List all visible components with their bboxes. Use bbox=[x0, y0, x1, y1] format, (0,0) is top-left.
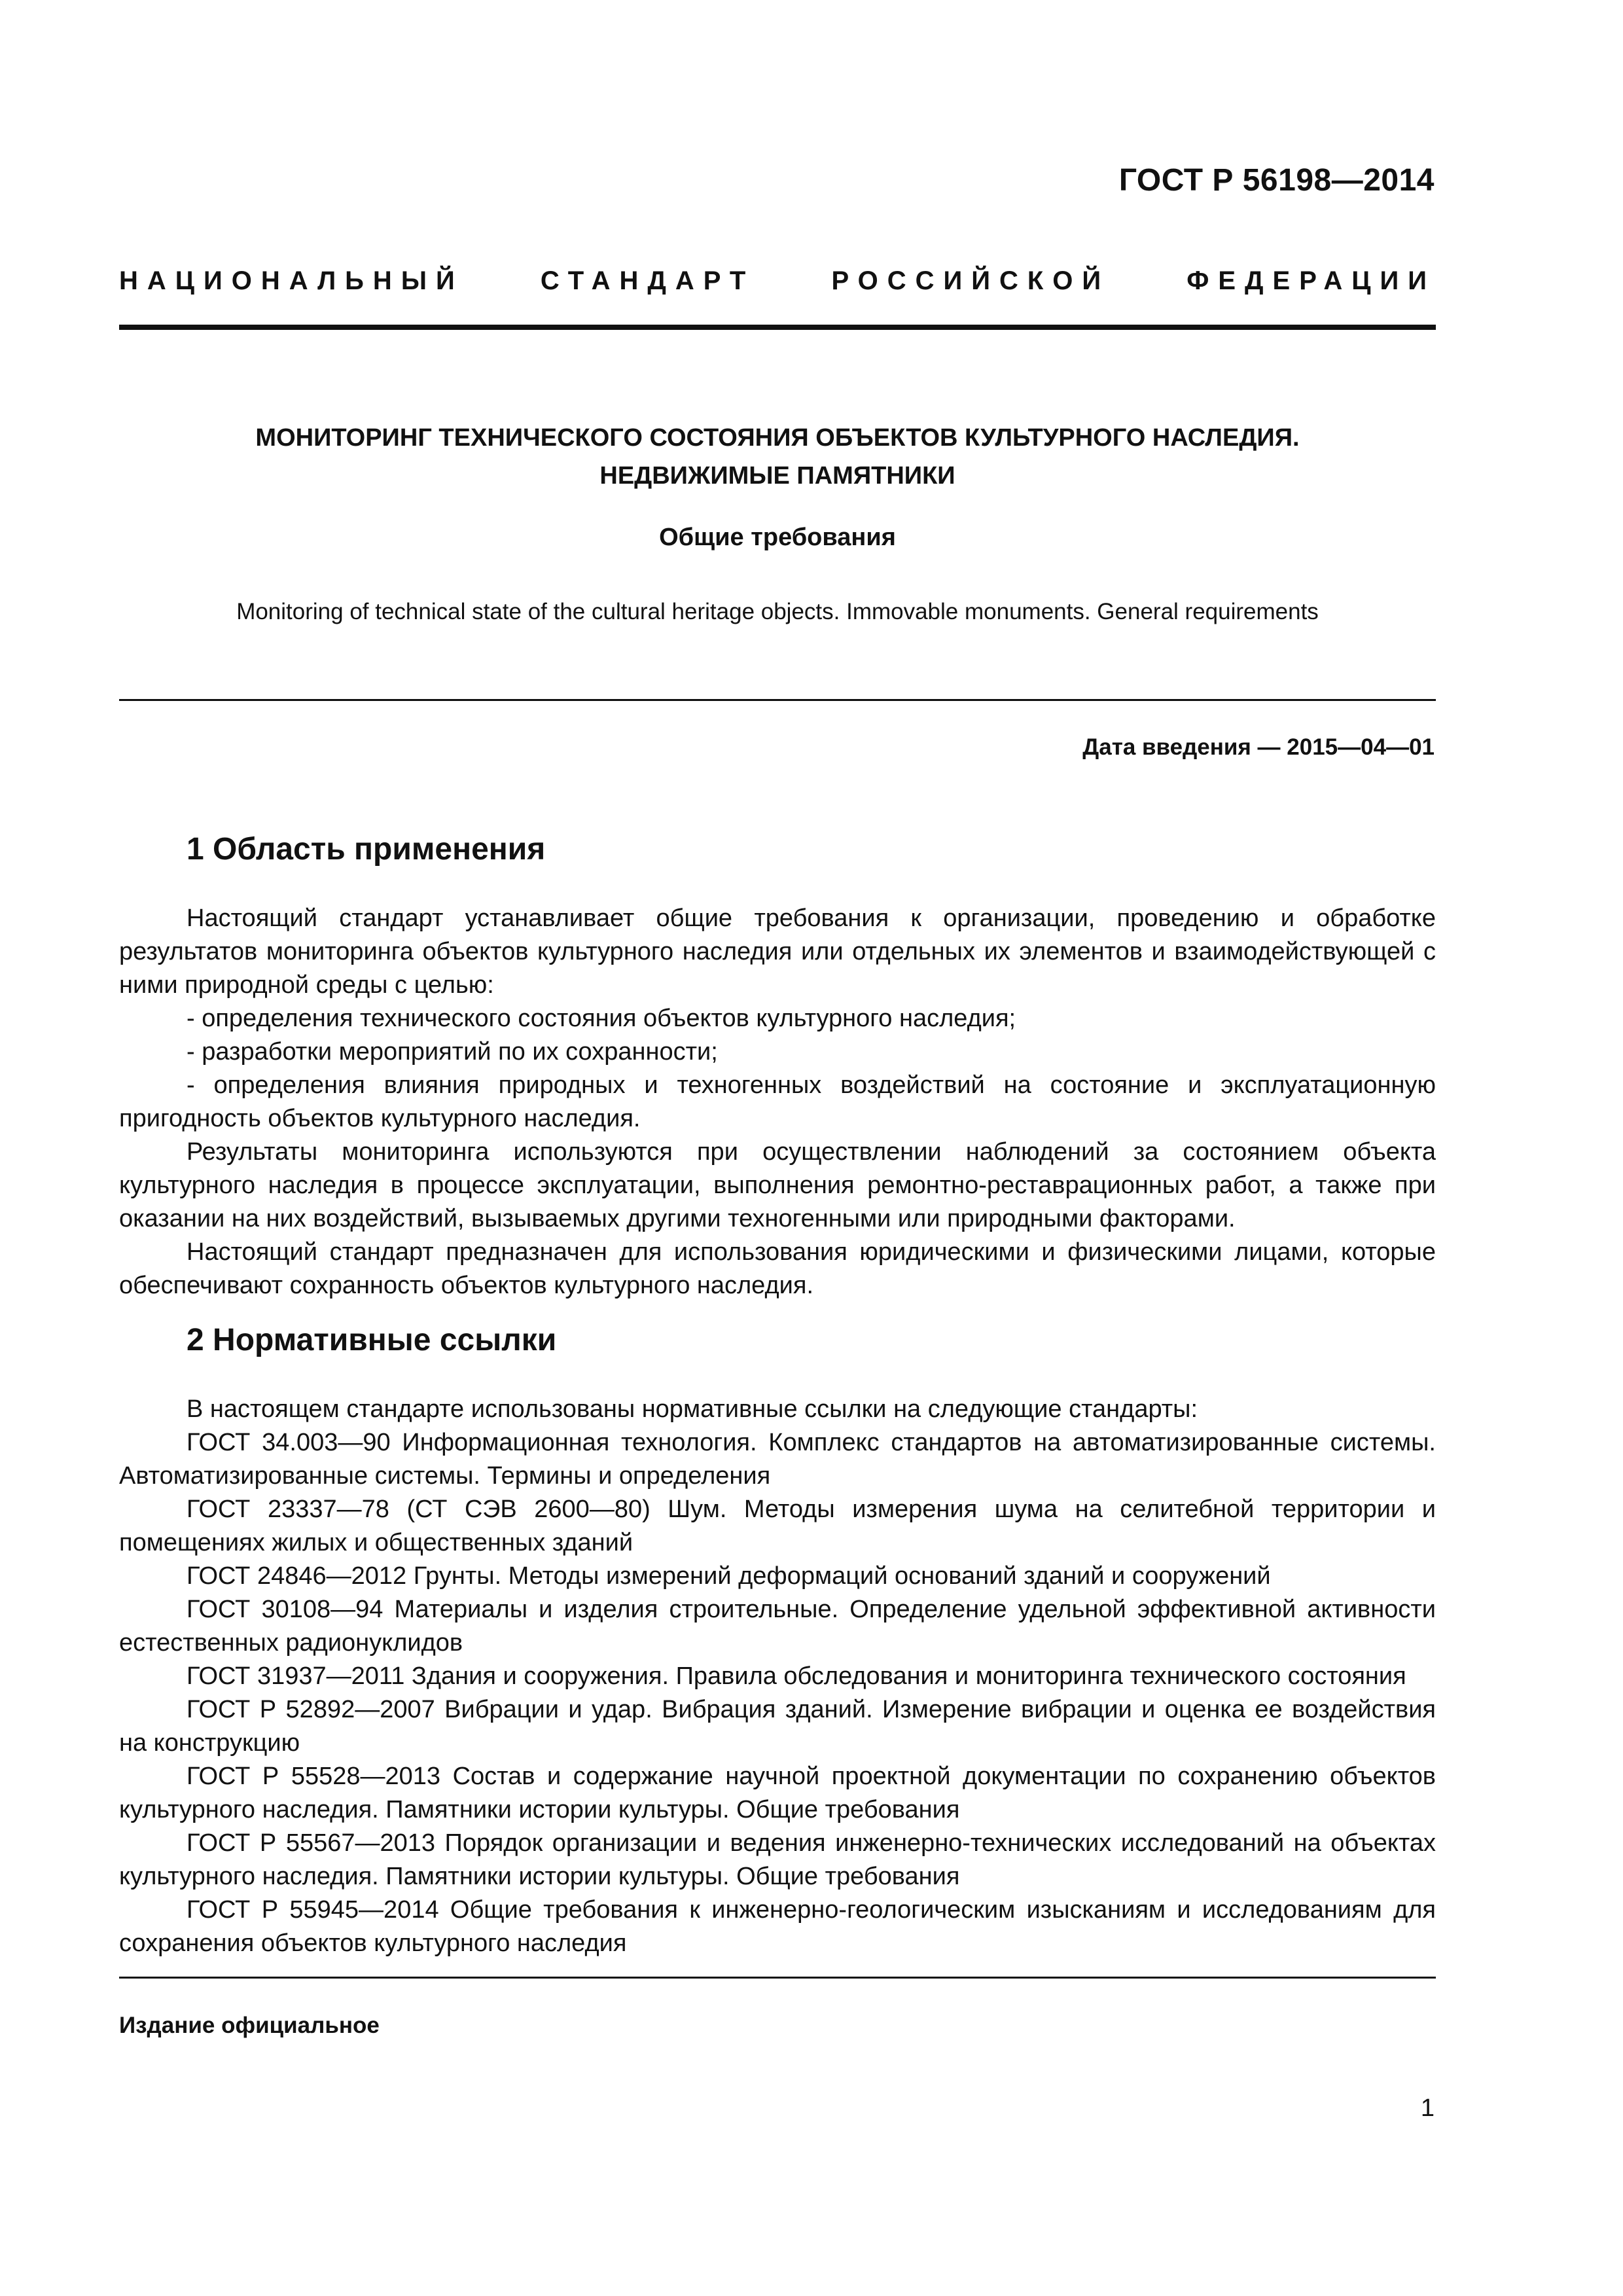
reference-item: ГОСТ 24846—2012 Грунты. Методы измерений деформаций оснований зданий и сооружений bbox=[187, 1562, 1271, 1590]
publication-note: Издание официальное bbox=[119, 2013, 380, 2038]
section-2-body bbox=[119, 1393, 1436, 1960]
footer-rule bbox=[119, 1977, 1436, 1979]
paragraph: Настоящий стандарт устанавливает общие требования к организации, проведению и обработке результатов мониторинга объектов культурного наследия или отдельных их элементов и взаимодействующей с ними природной среды с целью: bbox=[119, 905, 1436, 999]
banner-word: ФЕДЕРАЦИИ bbox=[1186, 266, 1436, 295]
reference-item: ГОСТ 31937—2011 Здания и сооружения. Правила обследования и мониторинга технического состояния bbox=[187, 1662, 1406, 1690]
document-subtitle: Общие требования bbox=[659, 524, 896, 551]
paragraph: Результаты мониторинга используются при осуществлении наблюдений за состоянием объекта культурного наследия в процессе эксплуатации, выполнения ремонтно-реставрационных работ, а также при оказании на них воздействий, вызываемых другими техногенными или природными факторами. bbox=[119, 1138, 1436, 1232]
header-rule bbox=[119, 325, 1436, 330]
paragraph: В настоящем стандарте использованы нормативные ссылки на следующие стандарты: bbox=[187, 1395, 1198, 1423]
reference-item: ГОСТ Р 55945—2014 Общие требования к инженерно-геологическим изысканиям и исследованиям для сохранения объектов культурного наследия bbox=[119, 1896, 1436, 1957]
section-1-body bbox=[119, 902, 1436, 1302]
list-item: - определения влияния природных и техногенных воздействий на состояние и эксплуатационную пригодность объектов культурного наследия. bbox=[119, 1071, 1436, 1132]
banner-word: СТАНДАРТ bbox=[540, 266, 755, 295]
title-line: НЕДВИЖИМЫЕ ПАМЯТНИКИ bbox=[599, 462, 955, 490]
english-title: Monitoring of technical state of the cultural heritage objects. Immovable monuments. General requirements bbox=[236, 599, 1319, 624]
document-title bbox=[119, 419, 1436, 495]
reference-item: ГОСТ Р 55567—2013 Порядок организации и ведения инженерно-технических исследований на объектах культурного наследия. Памятники истории культуры. Общие требования bbox=[119, 1829, 1436, 1890]
reference-item: ГОСТ 23337—78 (СТ СЭВ 2600—80) Шум. Методы измерения шума на селитебной территории и помещениях жилых и общественных зданий bbox=[119, 1496, 1436, 1556]
reference-item: ГОСТ 30108—94 Материалы и изделия строительные. Определение удельной эффективной активности естественных радионуклидов bbox=[119, 1596, 1436, 1657]
title-line: МОНИТОРИНГ ТЕХНИЧЕСКОГО СОСТОЯНИЯ ОБЪЕКТОВ КУЛЬТУРНОГО НАСЛЕДИЯ. bbox=[255, 424, 1300, 452]
paragraph: Настоящий стандарт предназначен для использования юридическими и физическими лицами, которые обеспечивают сохранность объектов культурного наследия. bbox=[119, 1238, 1436, 1299]
reference-item: ГОСТ 34.003—90 Информационная технология. Комплекс стандартов на автоматизированные системы. Автоматизированные системы. Термины и определения bbox=[119, 1429, 1436, 1490]
page-number: 1 bbox=[1420, 2094, 1435, 2122]
list-item: - разработки мероприятий по их сохранности; bbox=[187, 1038, 718, 1066]
banner-word: НАЦИОНАЛЬНЫЙ bbox=[119, 266, 464, 295]
introduction-date: Дата введения — 2015—04—01 bbox=[1082, 734, 1435, 760]
national-standard-banner bbox=[119, 266, 1436, 296]
banner-word: РОССИЙСКОЙ bbox=[831, 266, 1111, 295]
section-heading: 1 Область применения bbox=[187, 832, 546, 867]
document-number: ГОСТ Р 56198—2014 bbox=[1118, 163, 1435, 198]
title-rule bbox=[119, 699, 1436, 701]
list-item: - определения технического состояния объектов культурного наследия; bbox=[187, 1005, 1016, 1032]
reference-item: ГОСТ Р 55528—2013 Состав и содержание научной проектной документации по сохранению объектов культурного наследия. Памятники истории культуры. Общие требования bbox=[119, 1763, 1436, 1823]
section-heading: 2 Нормативные ссылки bbox=[187, 1323, 557, 1357]
reference-item: ГОСТ Р 52892—2007 Вибрации и удар. Вибрация зданий. Измерение вибрации и оценка ее воздействия на конструкцию bbox=[119, 1696, 1436, 1757]
